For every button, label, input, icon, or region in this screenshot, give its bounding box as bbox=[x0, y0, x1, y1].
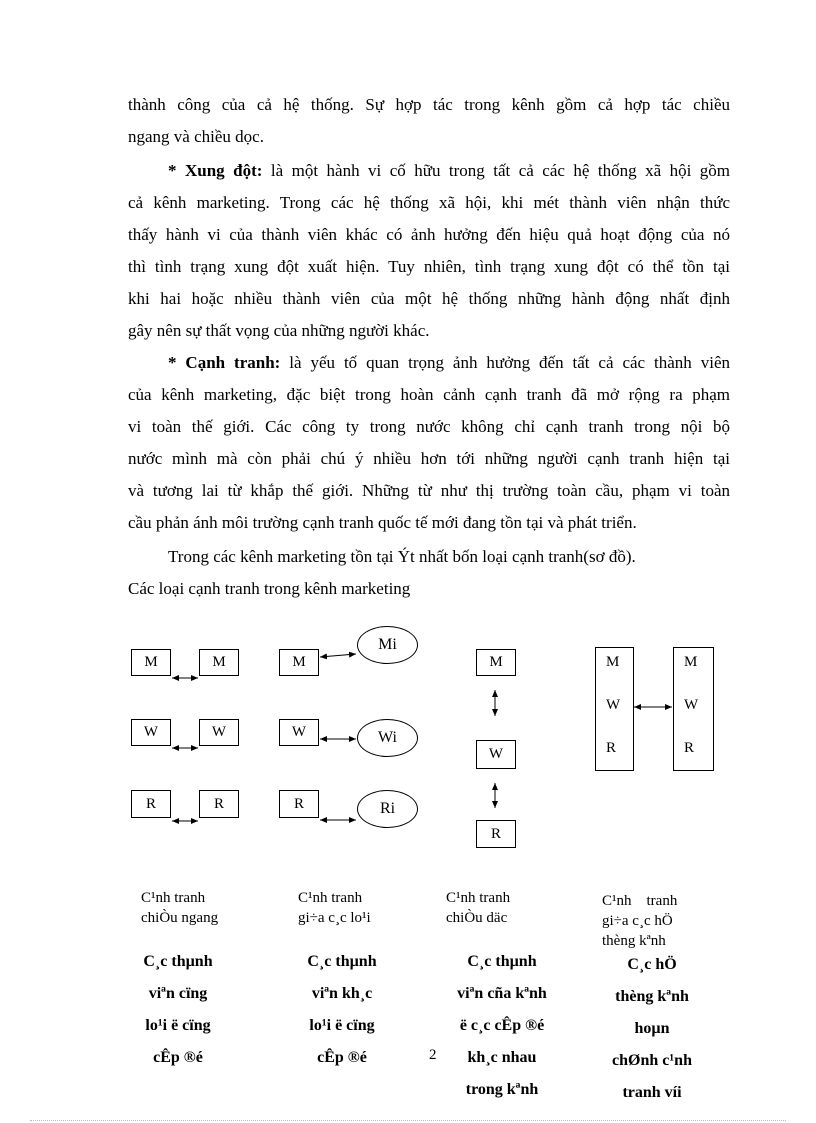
text-line: cả kênh marketing. Trong các hệ thống xã hội, khi mét thành viên nhận thức bbox=[128, 193, 730, 212]
caption-line: C¹nh tranh bbox=[298, 890, 363, 906]
page-number: 2 bbox=[429, 1047, 437, 1063]
bold-caption-line: trong kªnh bbox=[465, 1081, 539, 1098]
text-line: khi hai hoặc nhiều thành viên của một hệ thống những hành động nhất định bbox=[128, 289, 730, 308]
text-line: thì tình trạng xung đột xuất hiện. Tuy nhiên, tình trạng xung đột có thể tồn tại bbox=[128, 257, 730, 276]
box-w-right: W bbox=[199, 719, 239, 746]
diagram-title: Các loại cạnh tranh trong kênh marketing bbox=[128, 579, 411, 598]
box-r-right: R bbox=[199, 790, 239, 818]
bold-caption-line: lo¹i ë cïng bbox=[309, 1017, 375, 1034]
caption-line: gi÷a c¸c lo¹i bbox=[298, 910, 371, 926]
bold-caption-line: chØnh c¹nh bbox=[612, 1052, 692, 1069]
label-m: M bbox=[606, 654, 620, 670]
footer-divider bbox=[30, 1120, 786, 1121]
caption-line: chiÒu däc bbox=[446, 910, 508, 926]
bold-caption-line: C¸c hÖ bbox=[627, 956, 677, 973]
text-line: nước mình mà còn phải chú ý nhiều hơn tới những người cạnh tranh hiện tại bbox=[128, 449, 730, 468]
caption-horizontal bbox=[141, 888, 218, 928]
bold-caption-line: ë c¸c cÊp ®é bbox=[459, 1017, 545, 1034]
bold-caption-line: viªn cña kªnh bbox=[457, 985, 547, 1002]
bold-caption-col4 bbox=[600, 949, 704, 1109]
caption-systems bbox=[602, 891, 677, 951]
box-m-right: M bbox=[199, 649, 239, 676]
text-line: Trong các kênh marketing tồn tại Ýt nhất bốn loại cạnh tranh(sơ đồ). bbox=[168, 547, 636, 566]
caption-between-types bbox=[298, 888, 371, 928]
text-line: và tương lai từ khắp thế giới. Những từ như thị trường toàn cầu, phạm vi toàn bbox=[128, 481, 730, 500]
bold-caption-line: kh¸c nhau bbox=[467, 1049, 537, 1066]
text-line: thấy hành vi của thành viên khác có ảnh hưởng đến hiệu quả hoạt động của nó bbox=[128, 225, 730, 244]
label-w: W bbox=[606, 697, 621, 713]
arrow-m-mi bbox=[320, 654, 356, 657]
bold-caption-line: C¸c thµnh bbox=[307, 953, 377, 970]
text-line: ngang và chiều dọc. bbox=[128, 127, 264, 146]
bold-caption-col2 bbox=[292, 946, 392, 1074]
label-r: R bbox=[684, 740, 695, 756]
bold-caption-line: cÊp ®é bbox=[317, 1049, 367, 1066]
caption-line: C¹nh tranh bbox=[141, 890, 206, 906]
ellipse-ri: Ri bbox=[357, 790, 418, 828]
label-w: W bbox=[684, 697, 699, 713]
box-w-vertical: W bbox=[476, 740, 516, 769]
text-line: thành công của cả hệ thống. Sự hợp tác trong kênh gồm cả hợp tác chiều bbox=[128, 95, 730, 114]
ellipse-wi: Wi bbox=[357, 719, 418, 757]
heading-competition: * Cạnh tranh: bbox=[168, 353, 281, 372]
caption-line: chiÒu ngang bbox=[141, 910, 219, 926]
bold-caption-line: C¸c thµnh bbox=[143, 953, 213, 970]
box-r: R bbox=[279, 790, 319, 818]
label-m: M bbox=[684, 654, 698, 670]
caption-line: gi÷a c¸c hÖ bbox=[602, 913, 673, 929]
box-m: M bbox=[279, 649, 319, 676]
text-line: vi toàn thế giới. Các công ty trong nước không chỉ cạnh tranh trong nội bộ bbox=[128, 417, 730, 436]
channel-system-right bbox=[673, 647, 714, 771]
caption-vertical bbox=[446, 888, 510, 928]
box-m-left: M bbox=[131, 649, 171, 676]
text-line: gây nên sự thất vọng của những người khác. bbox=[128, 321, 430, 340]
box-r-left: R bbox=[131, 790, 171, 818]
ellipse-mi: Mi bbox=[357, 626, 418, 664]
bold-caption-line: cÊp ®é bbox=[153, 1049, 203, 1066]
text-line: của kênh marketing, đặc biệt trong hoàn cảnh cạnh tranh đã mở rộng ra phạm bbox=[128, 385, 730, 404]
caption-line: C¹nh tranh bbox=[446, 890, 511, 906]
box-m-vertical: M bbox=[476, 649, 516, 676]
channel-system-left bbox=[595, 647, 634, 771]
text-fragment: là một hành vi cố hữu trong tất cả các hệ thống xã hội gồm bbox=[270, 161, 731, 180]
heading-conflict: * Xung đột: bbox=[168, 161, 263, 180]
bold-caption-line: tranh víi bbox=[622, 1084, 682, 1101]
bold-caption-line: thèng kªnh bbox=[615, 988, 689, 1005]
bold-caption-line: lo¹i ë cïng bbox=[145, 1017, 211, 1034]
box-w-left: W bbox=[131, 719, 171, 746]
label-r: R bbox=[606, 740, 617, 756]
text-line: cầu phản ánh môi trường cạnh tranh quốc tế mới đang tồn tại và phát triển. bbox=[128, 513, 637, 532]
text-fragment: là yếu tố quan trọng ảnh hưởng đến tất cả các thành viên bbox=[289, 353, 730, 372]
bold-caption-line: viªn cïng bbox=[148, 985, 208, 1002]
bold-caption-col3 bbox=[442, 946, 562, 1106]
bold-caption-line: hoµn bbox=[634, 1020, 670, 1037]
bold-caption-line: viªn kh¸c bbox=[311, 985, 373, 1002]
box-w: W bbox=[279, 719, 319, 746]
caption-line: C¹nh tranh bbox=[602, 893, 678, 909]
bold-caption-line: C¸c thµnh bbox=[467, 953, 537, 970]
caption-line: thèng kªnh bbox=[602, 933, 666, 949]
box-r-vertical: R bbox=[476, 820, 516, 848]
bold-caption-col1 bbox=[128, 946, 228, 1074]
